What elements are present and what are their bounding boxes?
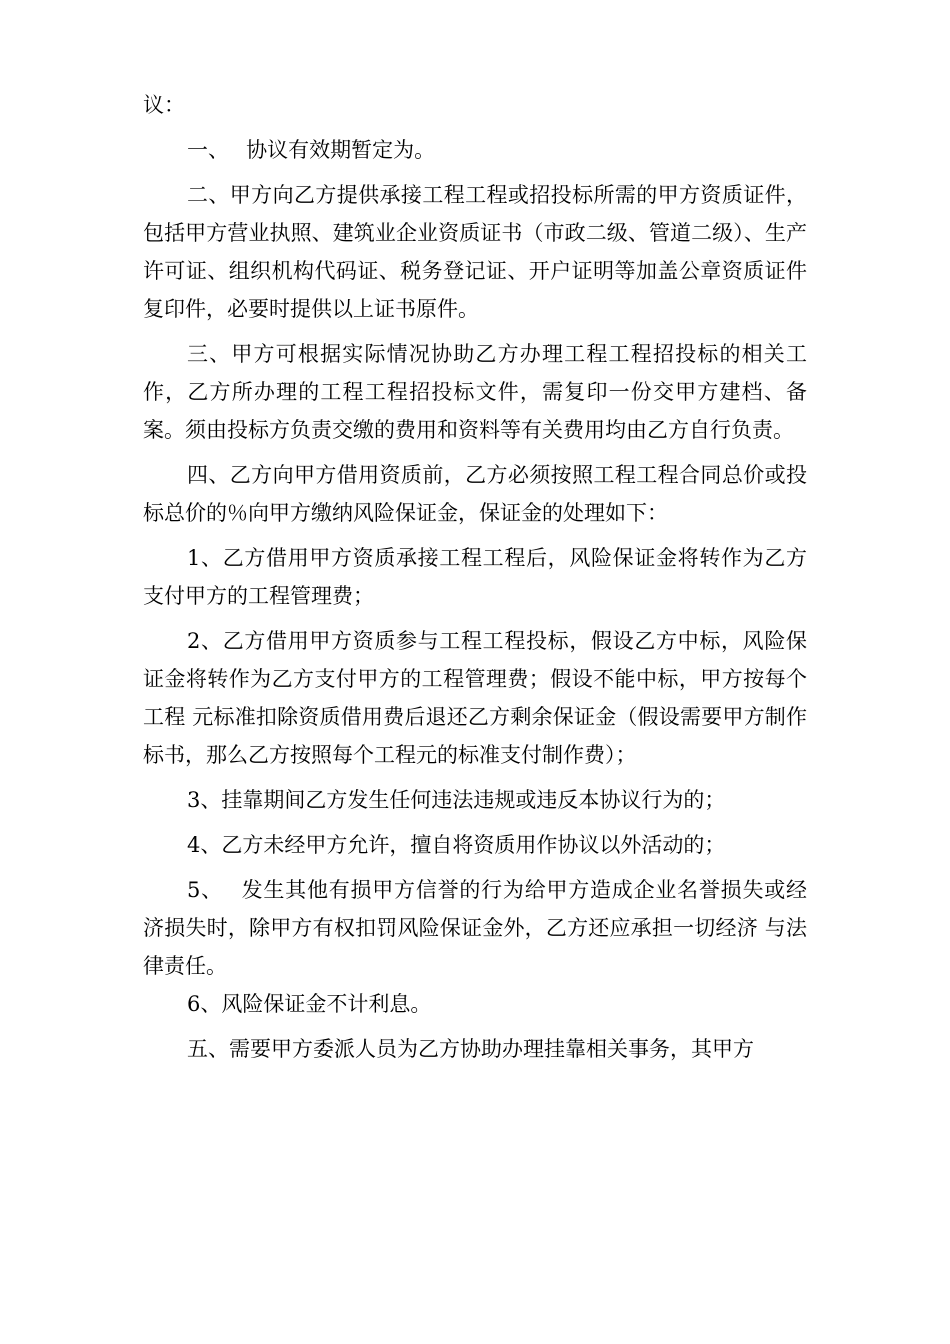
paragraph-continuation: 议： — [143, 93, 185, 117]
paragraph-item-2: 2、乙方借用甲方资质参与工程工程投标，假设乙方中标，风险保证金将转作为乙方支付甲方的工程管理费；假设不能中标，甲方按每个工程 元标准扣除资质借用费后退还乙方剩余保证金（假设需要甲方制作标书，那么乙方按照每个工程元的标准支付制作费）； — [143, 629, 807, 767]
paragraph-clause-5: 五、需要甲方委派人员为乙方协助办理挂靠相关事务，其甲方 — [187, 1037, 754, 1061]
document-body — [143, 86, 807, 1075]
paragraph-item-5: 5、 发生其他有损甲方信誉的行为给甲方造成企业名誉损失或经 济损失时，除甲方有权扣罚风险保证金外，乙方还应承担一切经济 与法律责任。 — [143, 878, 807, 978]
paragraph-clause-3: 三、甲方可根据实际情况协助乙方办理工程工程招投标的相关工作，乙方所办理的工程工程招投标文件，需复印一份交甲方建档、备案。须由投标方负责交缴的费用和资料等有关费用均由乙方自行负责。 — [143, 342, 807, 442]
paragraph-item-1: 1、乙方借用甲方资质承接工程工程后，风险保证金将转作为乙方支付甲方的工程管理费； — [143, 546, 807, 608]
paragraph-item-6: 6、风险保证金不计利息。 — [187, 992, 432, 1016]
paragraph-clause-1: 一、 协议有效期暂定为。 — [187, 138, 436, 162]
paragraph-item-4: 4、乙方未经甲方允许，擅自将资质用作协议以外活动的； — [187, 833, 726, 857]
paragraph-clause-2: 二、甲方向乙方提供承接工程工程或招投标所需的甲方资质证件，包括甲方营业执照、建筑业企业资质证书（市政二级、管道二级）、生产许可证、组织机构代码证、税务登记证、开户证明等加盖公章资质证件复印件，必要时提供以上证书原件。 — [143, 183, 807, 321]
paragraph-item-3: 3、挂靠期间乙方发生任何违法违规或违反本协议行为的； — [187, 788, 726, 812]
paragraph-clause-4: 四、乙方向甲方借用资质前，乙方必须按照工程工程合同总价或投标总价的％向甲方缴纳风险保证金，保证金的处理如下： — [143, 463, 807, 525]
